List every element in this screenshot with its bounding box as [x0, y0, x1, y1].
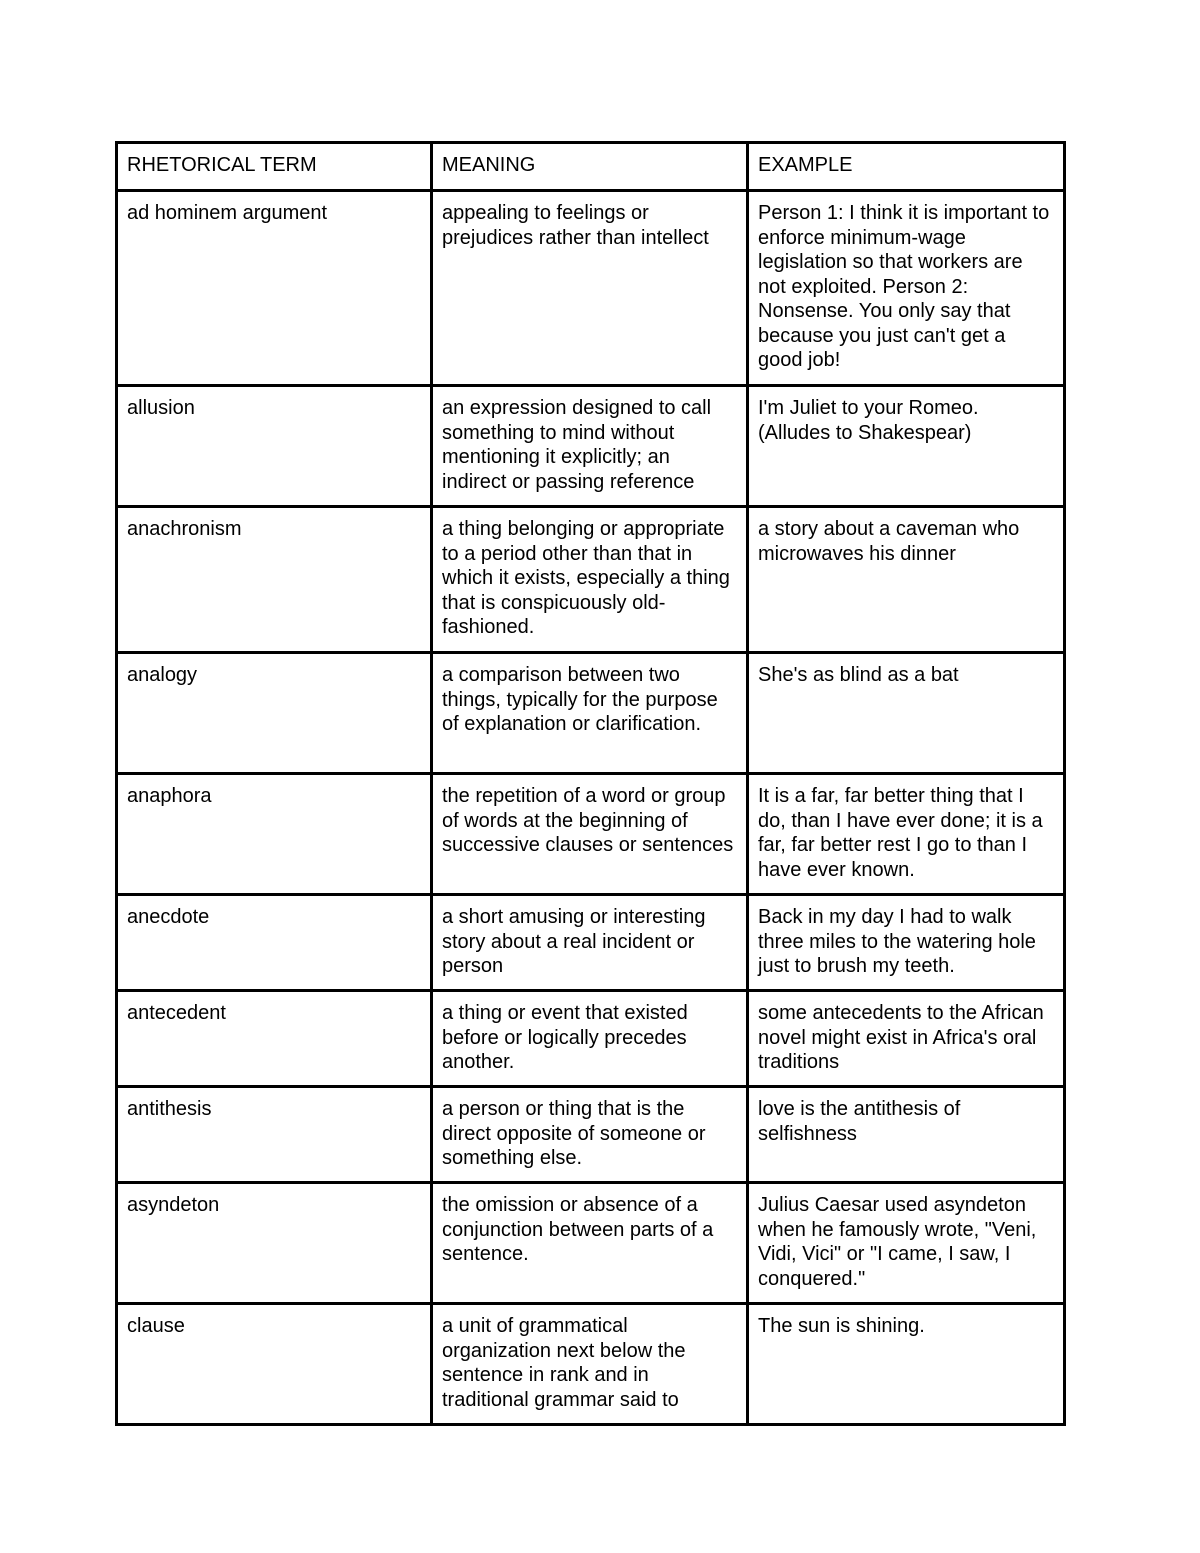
header-example: EXAMPLE	[748, 143, 1065, 191]
header-meaning: MEANING	[432, 143, 748, 191]
table-header-row	[117, 143, 1065, 191]
meaning-cell: an expression designed to call something to mind without mentioning it explicitly; an indirect or passing reference	[432, 386, 748, 507]
table-row	[117, 774, 1065, 895]
table-row	[117, 507, 1065, 653]
example-cell: Julius Caesar used asyndeton when he famously wrote, "Veni, Vidi, Vici" or "I came, I saw, I conquered."	[748, 1183, 1065, 1304]
meaning-cell: a comparison between two things, typically for the purpose of explanation or clarification.	[432, 653, 748, 774]
meaning-cell: a unit of grammatical organization next below the sentence in rank and in traditional grammar said to	[432, 1304, 748, 1425]
table-row	[117, 386, 1065, 507]
term-cell: allusion	[117, 386, 432, 507]
example-cell: love is the antithesis of selfishness	[748, 1087, 1065, 1183]
term-cell: ad hominem argument	[117, 191, 432, 386]
meaning-cell: a short amusing or interesting story about a real incident or person	[432, 895, 748, 991]
table-row	[117, 1183, 1065, 1304]
table-row	[117, 1087, 1065, 1183]
example-cell: Back in my day I had to walk three miles to the watering hole just to brush my teeth.	[748, 895, 1065, 991]
table-row	[117, 191, 1065, 386]
example-cell: Person 1: I think it is important to enforce minimum-wage legislation so that workers are not exploited. Person 2: Nonsense. You only say that because you just can't get a good job!	[748, 191, 1065, 386]
term-cell: antecedent	[117, 991, 432, 1087]
meaning-cell: the repetition of a word or group of words at the beginning of successive clauses or sentences	[432, 774, 748, 895]
table-row	[117, 1304, 1065, 1425]
table-row	[117, 991, 1065, 1087]
table-row	[117, 653, 1065, 774]
term-cell: antithesis	[117, 1087, 432, 1183]
header-term: RHETORICAL TERM	[117, 143, 432, 191]
rhetorical-terms-table	[115, 141, 1066, 1426]
term-cell: asyndeton	[117, 1183, 432, 1304]
meaning-cell: the omission or absence of a conjunction between parts of a sentence.	[432, 1183, 748, 1304]
term-cell: analogy	[117, 653, 432, 774]
term-cell: anachronism	[117, 507, 432, 653]
table-row	[117, 895, 1065, 991]
example-cell: It is a far, far better thing that I do, than I have ever done; it is a far, far better rest I go to than I have ever known.	[748, 774, 1065, 895]
example-cell: a story about a caveman who microwaves his dinner	[748, 507, 1065, 653]
example-cell: The sun is shining.	[748, 1304, 1065, 1425]
example-cell: She's as blind as a bat	[748, 653, 1065, 774]
meaning-cell: appealing to feelings or prejudices rather than intellect	[432, 191, 748, 386]
meaning-cell: a person or thing that is the direct opposite of someone or something else.	[432, 1087, 748, 1183]
example-cell: I'm Juliet to your Romeo. (Alludes to Shakespear)	[748, 386, 1065, 507]
term-cell: anaphora	[117, 774, 432, 895]
meaning-cell: a thing belonging or appropriate to a period other than that in which it exists, especially a thing that is conspicuously old-fashioned.	[432, 507, 748, 653]
meaning-cell: a thing or event that existed before or logically precedes another.	[432, 991, 748, 1087]
example-cell: some antecedents to the African novel might exist in Africa's oral traditions	[748, 991, 1065, 1087]
term-cell: clause	[117, 1304, 432, 1425]
term-cell: anecdote	[117, 895, 432, 991]
